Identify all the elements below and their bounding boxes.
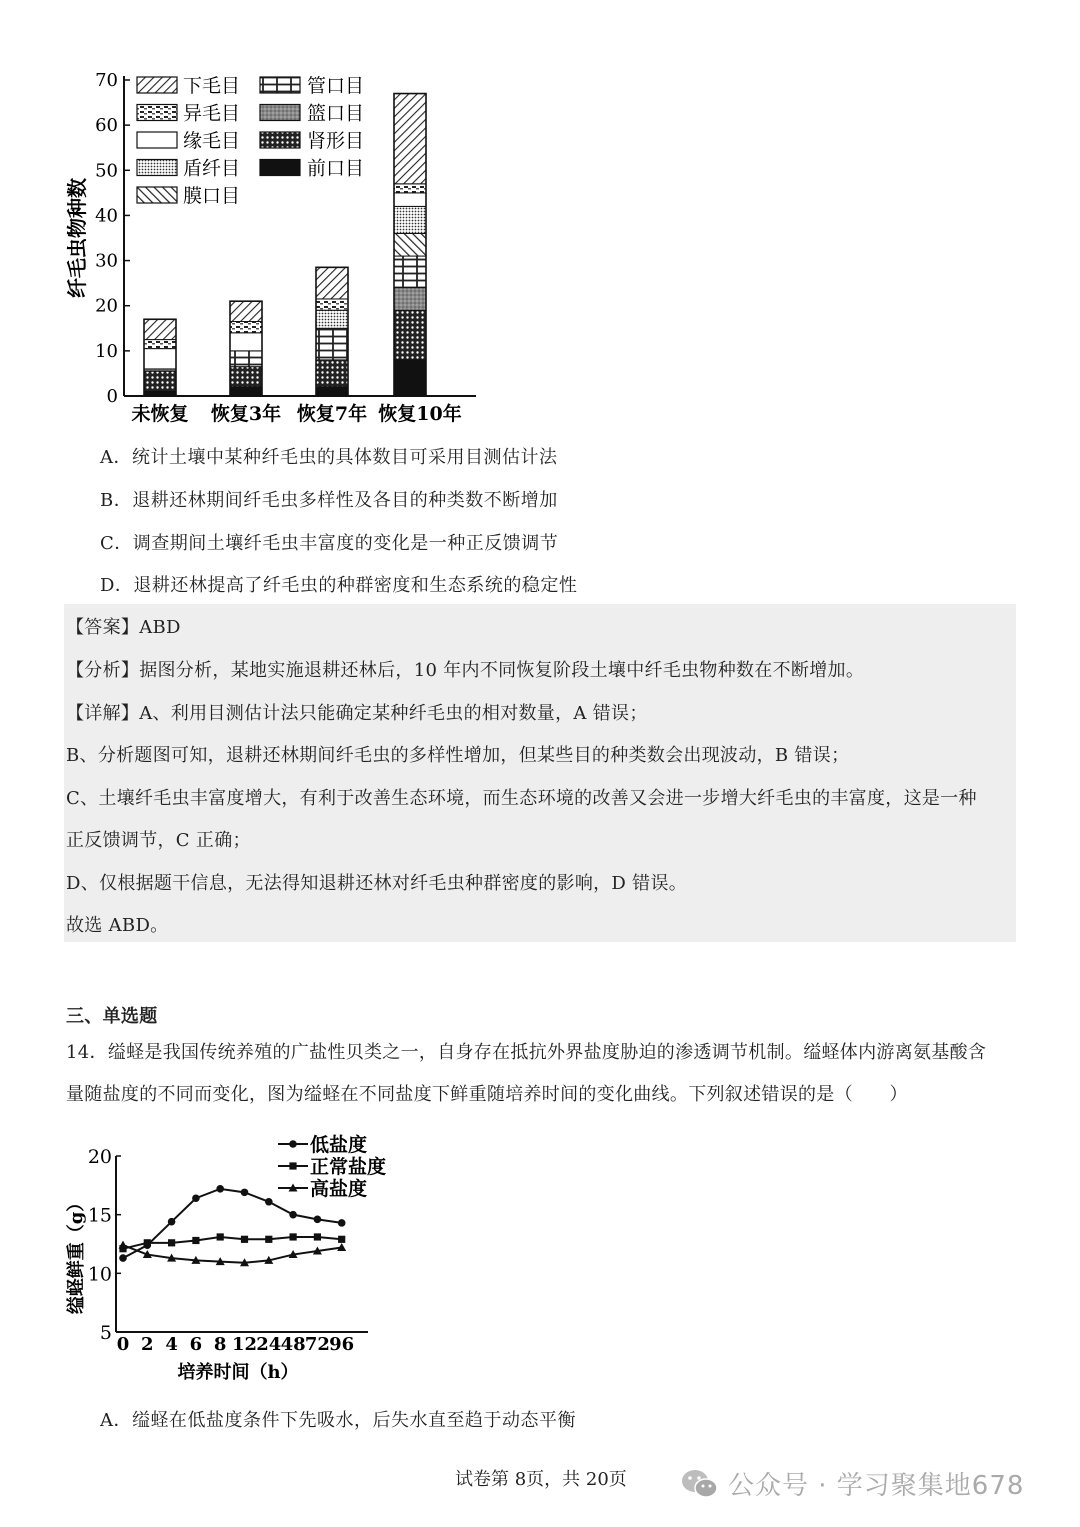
x-tick-label: 48 <box>280 1334 306 1355</box>
data-point <box>289 1211 297 1219</box>
watermark-text: 公众号 · 学习聚集地678 <box>728 1471 1025 1501</box>
legend-label: 高盐度 <box>310 1178 368 1200</box>
legend-swatch <box>137 132 177 148</box>
legend-swatch <box>137 105 177 121</box>
legend-swatch <box>260 77 300 93</box>
x-tick-label: 96 <box>329 1334 355 1355</box>
explanation-line: C、土壤纤毛虫丰富度增大，有利于改善生态环境，而生态环境的改善又会进一步增大纤毛虫的丰富度，这是一种 <box>66 788 977 809</box>
data-point <box>290 1233 297 1240</box>
legend-label: 异毛目 <box>183 102 241 125</box>
legend-swatch <box>137 77 177 93</box>
page-number: 试卷第 8页，共 20页 <box>455 1469 627 1490</box>
data-point <box>119 1254 127 1262</box>
bar-segment <box>316 360 348 387</box>
x-tick-label: 24 <box>256 1334 282 1355</box>
data-point <box>265 1198 273 1206</box>
bar-segment <box>316 299 348 310</box>
data-point <box>289 1162 296 1169</box>
bar-segment <box>394 94 426 184</box>
bar-segment <box>394 193 426 207</box>
x-tick-label: 8 <box>213 1334 227 1355</box>
y-tick-label: 15 <box>87 1204 112 1227</box>
y-tick-label: 10 <box>87 1263 112 1286</box>
y-tick-label: 60 <box>95 115 118 137</box>
legend-label: 篮口目 <box>307 102 365 125</box>
data-point <box>168 1218 176 1226</box>
bar-segment <box>230 387 262 396</box>
y-tick-label: 50 <box>95 160 118 182</box>
bar-segment <box>394 184 426 193</box>
bar-segment <box>394 288 426 311</box>
data-point <box>192 1194 200 1202</box>
x-tick-label: 恢复3年 <box>210 403 282 425</box>
x-tick-label: 恢复7年 <box>296 403 368 425</box>
y-axis-label: 纤毛虫物种数 <box>65 178 89 298</box>
data-point <box>119 1241 128 1249</box>
x-tick-label: 12 <box>231 1334 258 1355</box>
x-tick-label: 4 <box>165 1334 178 1355</box>
legend-label: 下毛目 <box>183 75 241 97</box>
x-tick-label: 0 <box>116 1334 130 1355</box>
x-tick-label: 未恢复 <box>131 403 189 425</box>
bar-segment <box>144 340 176 349</box>
q13-option-c: C．调查期间土壤纤毛虫丰富度的变化是一种正反馈调节 <box>100 533 559 554</box>
answer-line: 【答案】ABD <box>66 617 181 638</box>
y-tick-label: 70 <box>95 70 118 91</box>
bar-segment <box>316 328 348 360</box>
legend-swatch <box>137 187 177 203</box>
legend-label: 缘毛目 <box>183 130 241 152</box>
legend-label: 低盐度 <box>310 1134 368 1156</box>
series-line <box>123 1245 342 1263</box>
data-point <box>314 1233 321 1240</box>
stacked-bar-chart <box>60 60 500 440</box>
data-point <box>144 1239 151 1246</box>
bar-segment <box>316 310 348 328</box>
legend-label: 肾形目 <box>307 130 365 152</box>
bar-segment <box>230 322 262 333</box>
bar-segment <box>394 310 426 360</box>
legend-label: 前口目 <box>307 157 365 180</box>
y-tick-label: 0 <box>106 386 118 407</box>
data-point <box>338 1236 345 1243</box>
legend-label: 膜口目 <box>183 185 241 207</box>
line-chart <box>60 1125 420 1385</box>
data-point <box>192 1237 199 1244</box>
data-point <box>217 1233 224 1240</box>
y-tick-label: 20 <box>95 295 118 317</box>
legend-swatch <box>137 160 177 176</box>
bar-segment <box>394 256 426 288</box>
series-line <box>123 1189 342 1258</box>
bar-segment <box>230 351 262 367</box>
x-tick-label: 恢复10年 <box>378 403 462 425</box>
bar-segment <box>230 367 262 387</box>
q13-option-b: B．退耕还林期间纤毛虫多样性及各目的种类数不断增加 <box>100 490 558 511</box>
bar-segment <box>230 333 262 351</box>
bar-segment <box>394 360 426 396</box>
legend-label: 管口目 <box>307 75 365 97</box>
data-point <box>216 1185 224 1193</box>
data-point <box>241 1189 249 1197</box>
bar-segment <box>394 206 426 233</box>
explanation-line: 【详解】A、利用目测估计法只能确定某种纤毛虫的相对数量，A 错误； <box>66 703 648 724</box>
bar-segment <box>316 267 348 299</box>
legend-label: 盾纤目 <box>183 157 241 180</box>
conclusion-line: 故选 ABD。 <box>66 915 169 936</box>
x-tick-label: 6 <box>189 1334 203 1355</box>
explanation-line: D、仅根据题干信息，无法得知退耕还林对纤毛虫种群密度的影响，D 错误。 <box>66 873 688 894</box>
q14-stem-line-1: 14．缢蛏是我国传统养殖的广盐性贝类之一，自身存在抵抗外界盐度胁迫的渗透调节机制。缢蛏体内游离氨基酸含 <box>66 1042 987 1063</box>
watermark <box>680 1465 1024 1502</box>
bar-segment <box>230 301 262 321</box>
explanation-line: B、分析题图可知，退耕还林期间纤毛虫的多样性增加，但某些目的种类数会出现波动，B 错误； <box>66 745 850 766</box>
explanation-line: 正反馈调节，C 正确； <box>66 830 251 851</box>
bar-segment <box>144 319 176 339</box>
q13-option-a: A．统计土壤中某种纤毛虫的具体数目可采用目测估计法 <box>100 447 558 468</box>
y-tick-label: 10 <box>95 340 118 362</box>
analysis-line: 【分析】据图分析，某地实施退耕还林后，10 年内不同恢复阶段土壤中纤毛虫物种数在不断增加。 <box>66 660 865 681</box>
y-axis-label: 缢蛏鲜重（g） <box>66 1193 87 1315</box>
x-axis-label: 培养时间（h） <box>177 1362 299 1383</box>
data-point <box>289 1140 297 1148</box>
data-point <box>168 1239 175 1246</box>
legend-swatch <box>260 132 300 148</box>
q13-option-d: D．退耕还林提高了纤毛虫的种群密度和生态系统的稳定性 <box>100 575 578 596</box>
x-tick-label: 2 <box>141 1334 154 1355</box>
bar-segment <box>144 349 176 369</box>
data-point <box>338 1219 346 1227</box>
q14-option-a: A．缢蛏在低盐度条件下先吸水，后失水直至趋于动态平衡 <box>100 1410 576 1431</box>
series-line <box>123 1237 342 1249</box>
data-point <box>314 1216 322 1224</box>
y-tick-label: 30 <box>95 250 118 272</box>
y-tick-label: 5 <box>99 1322 112 1344</box>
bar-segment <box>316 387 348 396</box>
legend-swatch <box>260 105 300 121</box>
data-point <box>241 1236 248 1243</box>
q14-stem-line-2: 量随盐度的不同而变化，图为缢蛏在不同盐度下鲜重随培养时间的变化曲线。下列叙述错误的是（ ） <box>66 1084 908 1105</box>
legend-swatch <box>260 160 300 176</box>
data-point <box>265 1236 272 1243</box>
y-tick-label: 40 <box>95 205 118 227</box>
x-tick-label: 72 <box>304 1334 330 1355</box>
wechat-icon <box>680 1467 720 1501</box>
bar-segment <box>144 371 176 391</box>
legend-label: 正常盐度 <box>310 1156 387 1178</box>
section-heading: 三、单选题 <box>66 1006 158 1027</box>
bar-segment <box>394 233 426 256</box>
y-tick-label: 20 <box>87 1146 112 1168</box>
